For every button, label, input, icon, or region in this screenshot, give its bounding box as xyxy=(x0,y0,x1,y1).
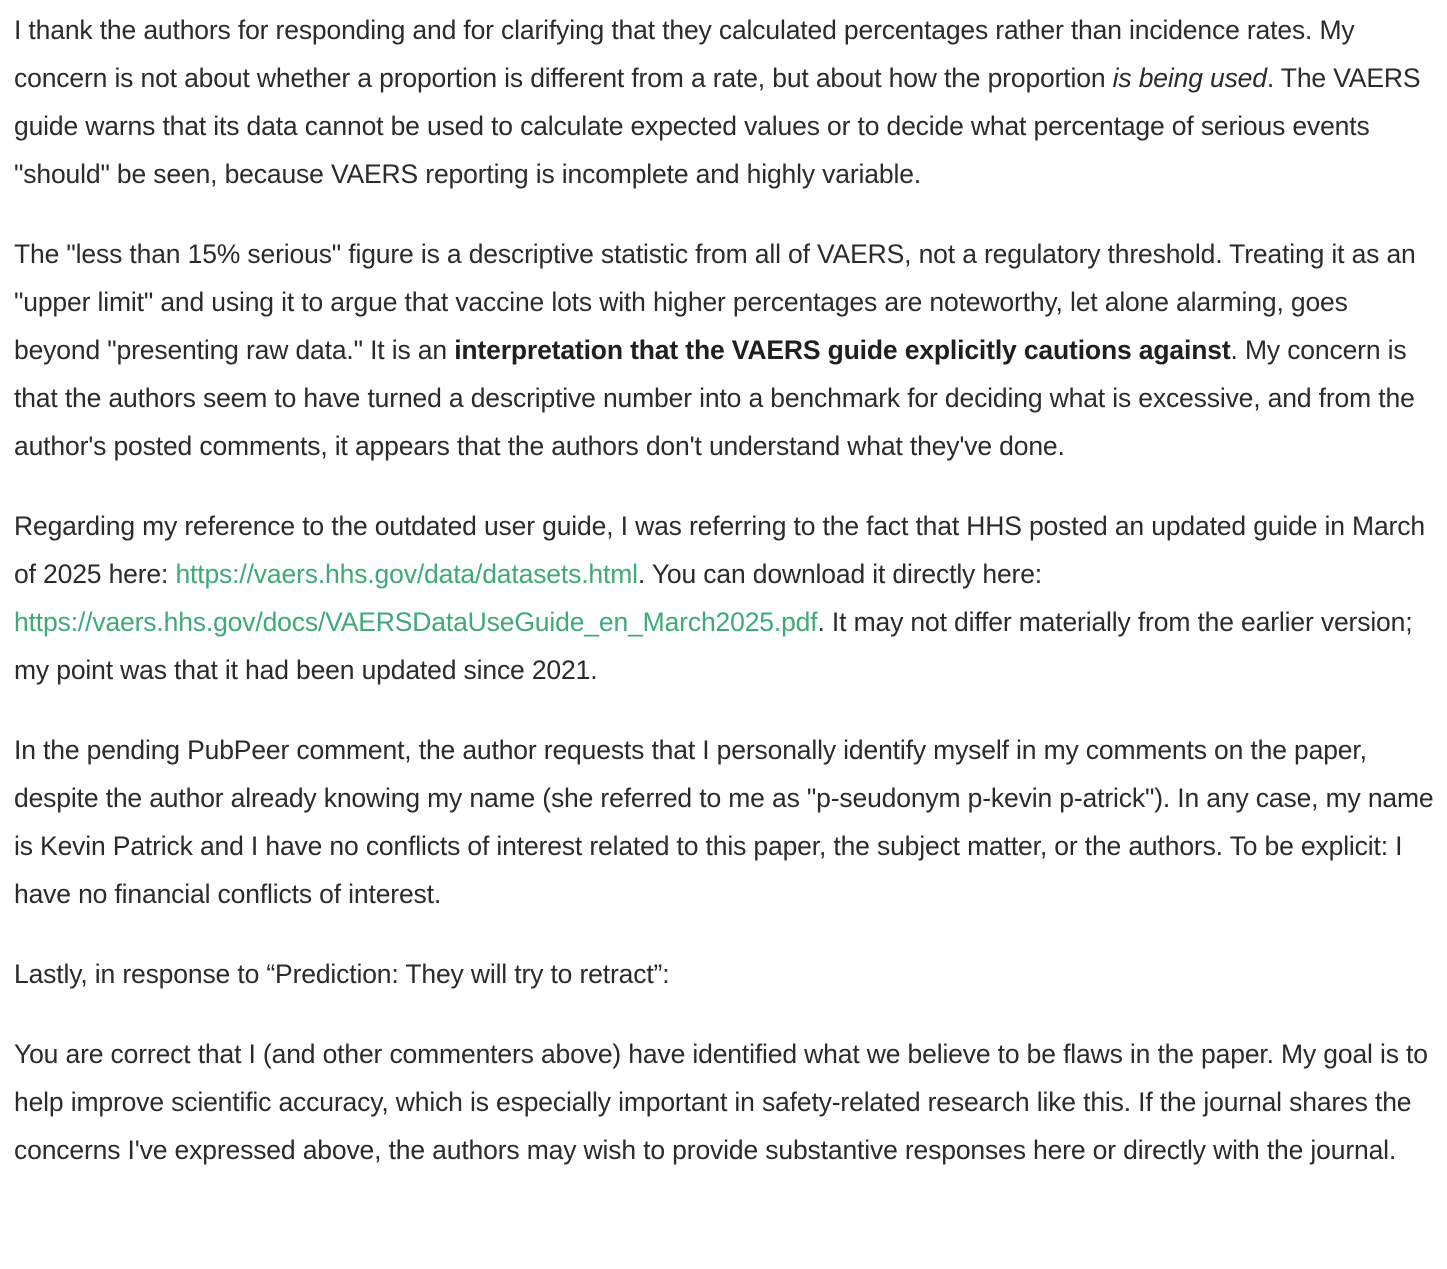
paragraph-text: . The VAERS guide warns that its data cannot be used to calculate expected values or to decide what percentage of serious events "should" be seen, because VAERS reporting is incomplete and highly variable. xyxy=(14,63,1421,189)
paragraph-text: I thank the authors for responding and for clarifying that they calculated percentages rather than incidence rates. My concern is not about whether a proportion is different from a rate, but about how the proportion xyxy=(14,15,1355,93)
paragraph-user-guide xyxy=(14,502,1434,694)
link-vaers-guide-pdf[interactable]: https://vaers.hhs.gov/docs/VAERSDataUseGuide_en_March2025.pdf xyxy=(14,607,818,637)
paragraph-prediction-intro: Lastly, in response to “Prediction: They will try to retract”: xyxy=(14,959,670,989)
paragraph-clarification xyxy=(14,6,1434,198)
paragraph-identity: In the pending PubPeer comment, the author requests that I personally identify myself in my comments on the paper, despite the author already knowing my name (she referred to me as "p-seudonym p-kevin p-atrick"). In any case, my name is Kevin Patrick and I have no conflicts of interest related to this paper, the subject matter, or the authors. To be explicit: I have no financial conflicts of interest. xyxy=(14,735,1434,909)
paragraph-text: . My concern is that the authors seem to have turned a descriptive number into a benchmark for deciding what is excessive, and from the author's posted comments, it appears that the authors don't understand what they've done. xyxy=(14,335,1415,461)
comment-body xyxy=(14,6,1434,1174)
emphasis-text: is being used xyxy=(1112,63,1267,93)
paragraph-text: Regarding my reference to the outdated user guide, I was referring to the fact that HHS posted an updated guide in March of 2025 here: xyxy=(14,511,1425,589)
link-vaers-datasets[interactable]: https://vaers.hhs.gov/data/datasets.html xyxy=(175,559,638,589)
paragraph-text: . You can download it directly here: xyxy=(637,559,1043,589)
bold-text: interpretation that the VAERS guide explicitly cautions against xyxy=(454,335,1231,365)
paragraph-threshold xyxy=(14,230,1434,470)
paragraph-text: The "less than 15% serious" figure is a descriptive statistic from all of VAERS, not a regulatory threshold. Treating it as an "upper limit" and using it to argue that vaccine lots with higher percentages are noteworthy, let alone alarming, goes beyond "presenting raw data." It is an xyxy=(14,239,1416,365)
paragraph-text: . It may not differ materially from the earlier version; my point was that it had been updated since 2021. xyxy=(14,607,1413,685)
paragraph-conclusion: You are correct that I (and other commenters above) have identified what we believe to be flaws in the paper. My goal is to help improve scientific accuracy, which is especially important in safety-related research like this. If the journal shares the concerns I've expressed above, the authors may wish to provide substantive responses here or directly with the journal. xyxy=(14,1039,1428,1165)
